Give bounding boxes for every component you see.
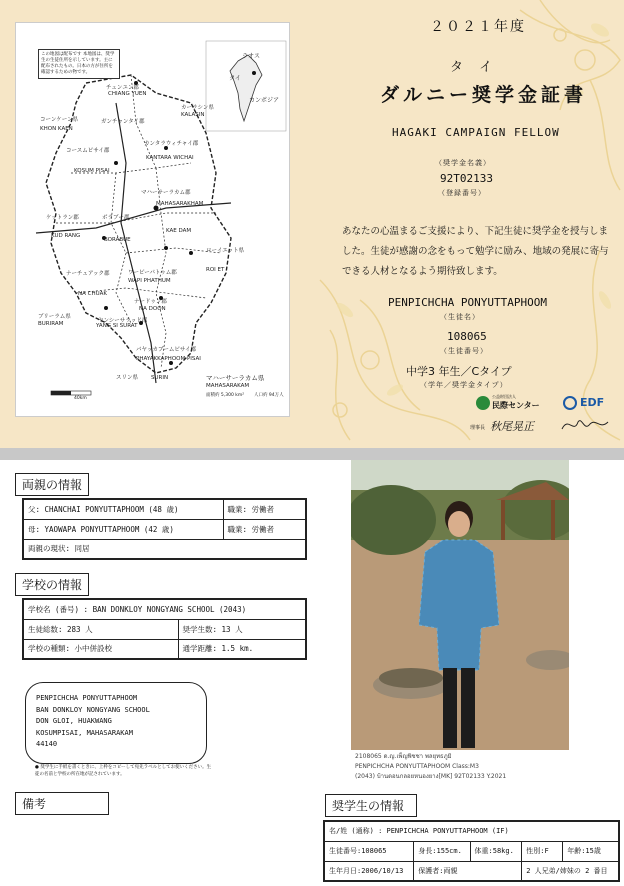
photo-scene <box>351 460 569 750</box>
year: ２０２１年度 <box>430 19 526 35</box>
minsai-logo-icon <box>476 396 490 410</box>
certificate-title: ダルニー奨学金証書 <box>380 84 588 106</box>
parents-heading: 両親の情報 <box>15 473 89 496</box>
map-label: ローイエット県 <box>206 248 245 254</box>
chair-label: 理事長 <box>470 425 486 431</box>
reg-label: （登録番号） <box>438 189 486 197</box>
map-label: ケットラン郡 <box>46 215 79 221</box>
student-sex-cell: 性別:F <box>522 841 563 861</box>
student-number-cell: 生徒番号:108065 <box>324 841 414 861</box>
map-label: ナードゥン郡 <box>134 299 167 305</box>
mother-cell: 母: YAOWAPA PONYUTTAPHOOM (42 歳) <box>23 519 223 539</box>
student-siblings-cell: 2 人兄弟/姉妹の 2 番目 <box>522 861 619 881</box>
address-line: BAN DONKLOY NONGYANG SCHOOL <box>36 705 150 714</box>
school-total-cell: 生徒総数: 283 人 <box>23 619 178 639</box>
student-birth-cell: 生年月日:2006/10/13 <box>324 861 414 881</box>
map-label: コースムピサイ郡 <box>66 148 110 154</box>
map-label: KUD RANG <box>51 233 81 239</box>
map-label: チェンユン郡 <box>106 85 139 91</box>
inset-label-thai: タイ <box>229 75 241 82</box>
edf-signature <box>560 414 615 436</box>
map-label: SURIN <box>151 375 169 381</box>
map-label: KOSUM PISAI <box>74 168 110 174</box>
school-scholars-cell: 奨学生数: 13 人 <box>178 619 306 639</box>
map-label: KAE DAM <box>166 228 192 234</box>
father-cell: 父: CHANCHAI PONYUTTAPHOOM (48 歳) <box>23 499 223 519</box>
map-label: カンタラウィチャイ郡 <box>144 141 199 147</box>
school-table <box>22 598 307 660</box>
country: タ イ <box>450 60 499 75</box>
address-note: ● 奨学生に手紙を書くときに、上枠をコピーして宛先ラベルとしてお使いください。生徒の名前と学校の所在地が記されています。 <box>35 765 212 777</box>
school-type-cell: 学校の種類: 小中併設校 <box>23 639 178 659</box>
map-label: NA CHUAK <box>78 291 107 297</box>
photo-caption <box>355 752 615 782</box>
org1-sub: 公益財団法人 <box>492 394 516 399</box>
grade-type-label: （学年／奨学金タイプ） <box>420 381 508 389</box>
certificate-title-area <box>300 0 624 448</box>
reg-number: 92T02133 <box>440 172 493 185</box>
chair-signature: 秋尾晃正 <box>490 420 534 433</box>
student-photo <box>351 460 569 750</box>
address-label <box>25 682 207 764</box>
map-label: NA DOON <box>139 306 166 312</box>
grade-type: 中学3 年生／Cタイプ <box>406 365 512 378</box>
map-label: ワーピーパトゥム郡 <box>128 270 177 276</box>
program-name: HAGAKI CAMPAIGN FELLOW <box>392 126 560 139</box>
parents-status-cell: 両親の現状: 同居 <box>23 539 306 559</box>
map-label: カーラシン県 <box>181 105 214 111</box>
map-label: MAHASARAKHAM <box>156 201 204 207</box>
map-label: ボラブー郡 <box>102 215 130 221</box>
student-table <box>323 820 620 882</box>
mother-job-cell: 職業: 労働者 <box>223 519 306 539</box>
map-label: PHAYAKKAPHOOM PISAI <box>136 356 201 362</box>
remarks-heading: 備考 <box>15 792 109 815</box>
map-label: KALASIN <box>181 112 205 118</box>
student-name-label: （生徒名） <box>440 313 480 321</box>
father-job-cell: 職業: 労働者 <box>223 499 306 519</box>
map-label: BURIRAM <box>38 321 64 327</box>
map-label: YANG SI SURAT <box>96 323 138 329</box>
map-label: マハーサーラカム郡 <box>141 190 191 196</box>
address-line: KOSUMPISAI, MAHASARAKAM <box>36 728 133 737</box>
parents-table <box>22 498 307 560</box>
inset-label-laos: ラオス <box>242 53 260 60</box>
student-weight-cell: 体重:58kg. <box>470 841 522 861</box>
divider-band <box>0 448 624 460</box>
scale-label: 40km <box>74 396 87 401</box>
legend-sub: MAHASARAKAM <box>206 383 250 389</box>
edf-logo-icon <box>563 396 577 410</box>
district-map <box>15 22 290 417</box>
legend-title: マハーサーラカム県 <box>206 374 265 382</box>
map-label: ナーチュアック郡 <box>66 271 110 277</box>
school-name-cell: 学校名 (番号) : BAN DONKLOY NONGYANG SCHOOL (2043) <box>23 599 306 619</box>
org1-name: 民際センター <box>492 401 540 410</box>
student-number: 108065 <box>447 330 487 343</box>
legend-pop: 人口約 94万人 <box>254 393 284 398</box>
map-label: CHIANG YUEN <box>108 91 147 97</box>
map-label: ヤンシーサラッド郡 <box>98 318 148 324</box>
caption-line: 2108065 ด.ญ.เพ็ญพิชชา พลยุทธภูมิ <box>355 753 452 760</box>
student-heading: 奨学生の情報 <box>325 794 417 817</box>
map-label: WAPI PHATHUM <box>128 278 171 284</box>
certificate-message: あなたの心温まるご支援により、下記生徒に奨学金を授与しました。生徒が感謝の念をもって勉学に励み、地域の発展に寄与できる人材となるよう期待致します。 <box>342 226 609 277</box>
address-line: DON GLOI, HUAKWANG <box>36 717 112 725</box>
org2-name: EDF <box>580 396 605 409</box>
map-label: KHON KAEN <box>40 126 73 132</box>
student-height-cell: 身長:155cm. <box>414 841 470 861</box>
caption-line: (2043) บ้านดอนกลอยหนองยาง[MK] 92T02133 Y.2021 <box>355 773 507 780</box>
map-label: ROI ET <box>206 267 225 273</box>
map-label: スリン県 <box>116 375 139 381</box>
map-label: ブリーラム県 <box>38 314 71 320</box>
student-age-cell: 年齢:15歳 <box>563 841 619 861</box>
inset-label-cambodia: カンボジア <box>249 97 280 104</box>
caption-line: PENPICHCHA PONYUTTAPHOOM Class:M3 <box>355 763 479 770</box>
signatures <box>468 394 618 444</box>
address-line: 44140 <box>36 740 58 748</box>
map-label: BORABUE <box>104 237 131 243</box>
school-heading: 学校の情報 <box>15 573 89 596</box>
school-distance-cell: 通学距離: 1.5 km. <box>178 639 306 659</box>
sponsor-label: （奨学金名義） <box>435 159 491 167</box>
address-line: PENPICHCHA PONYUTTAPHOOM <box>36 694 138 702</box>
student-number-label: （生徒番号） <box>440 347 488 355</box>
map-label: ガンチャンタイ郡 <box>101 119 145 125</box>
student-name: PENPICHCHA PONYUTTAPHOOM <box>388 296 547 309</box>
student-guardian-cell: 保護者:両親 <box>414 861 522 881</box>
map-label: パヤッカプームピサイ郡 <box>136 347 196 353</box>
legend-area: 面積約 5,300 km² <box>206 393 245 398</box>
map-label: KANTARA WICHAI <box>146 155 194 161</box>
map-label: コーンケーン県 <box>40 117 79 123</box>
map-note: この地図は配布です 本地図は、奨学生の生徒住所を示しています。主に配布されたもの。日本の方が住所を確認するための物です。 <box>38 49 120 79</box>
student-name-cell: 名/姓 (通称) : PENPICHCHA PONYUTTAPHOOM (IF) <box>324 821 619 841</box>
